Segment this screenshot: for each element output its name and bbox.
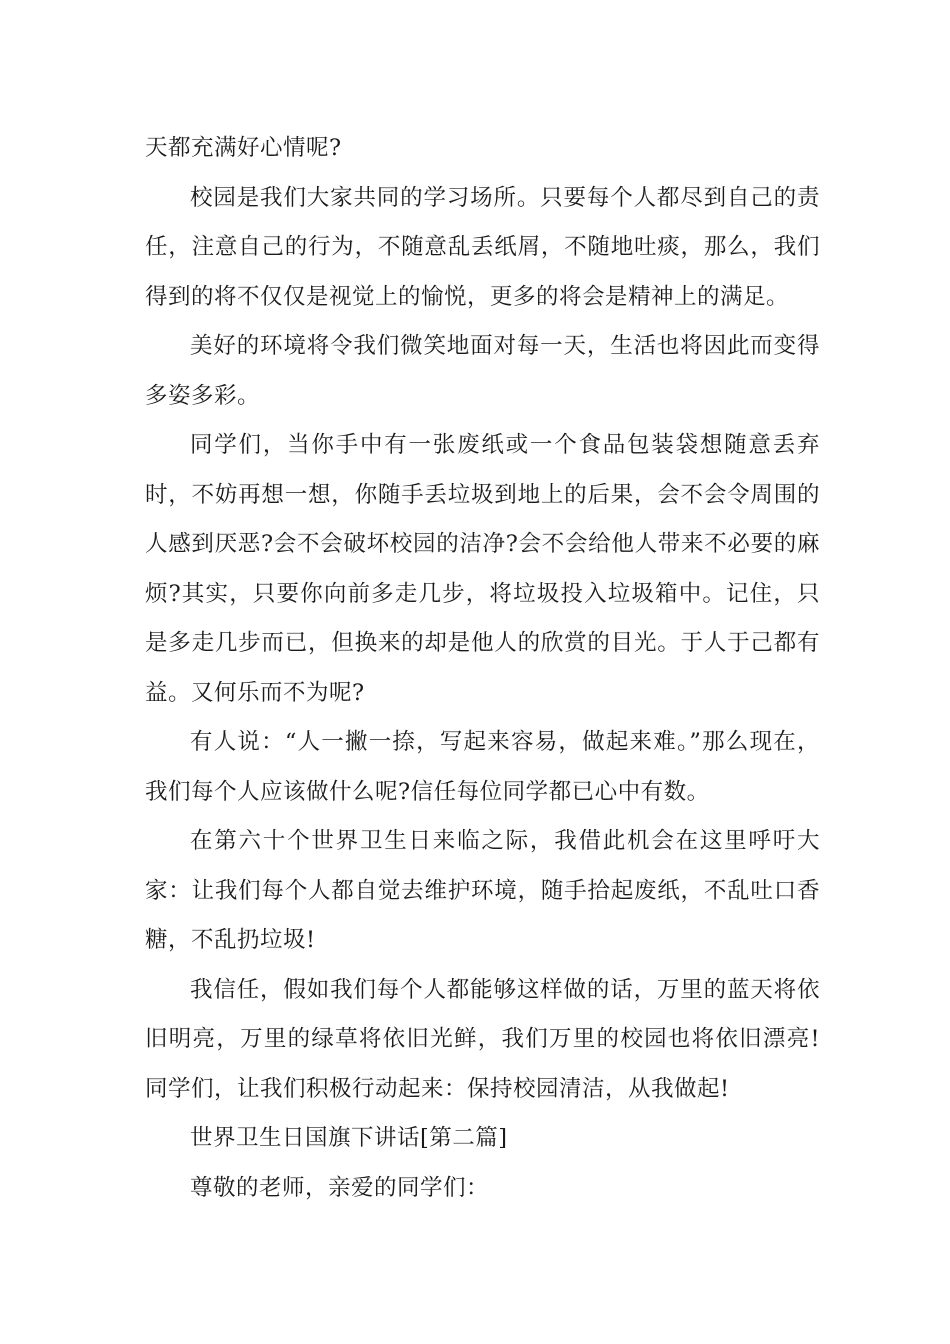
paragraph-littering-consequences: 同学们，当你手中有一张废纸或一个食品包装袋想随意丢弃时，不妨再想一想，你随手丢垃圾到地上的后果，会不会令周围的人感到厌恶?会不会破坏校园的洁净?会不会给他人带来不必要的麻烦?其实，只要你向前多走几步，将垃圾投入垃圾箱中。记住，只是多走几步而已，但换来的却是他人的欣赏的目光。于人于己都有益。又何乐而不为呢? (145, 432, 820, 706)
paragraph-belief: 我信任，假如我们每个人都能够这样做的话，万里的蓝天将依旧明亮，万里的绿草将依旧光鲜，我们万里的校园也将依旧漂亮!同学们，让我们积极行动起来：保持校园清洁，从我做起! (145, 976, 820, 1102)
paragraph-saying: 有人说：“人一撇一捺，写起来容易，做起来难。”那么现在，我们每个人应该做什么呢?信任每位同学都已心中有数。 (145, 729, 820, 805)
paragraph-appeal: 在第六十个世界卫生日来临之际，我借此机会在这里呼吁大家：让我们每个人都自觉去维护环境，随手拾起废纸，不乱吐口香糖，不乱扔垃圾! (145, 828, 820, 953)
paragraph-continuation: 天都充满好心情呢? (145, 135, 342, 161)
paragraph-good-environment: 美好的环境将令我们微笑地面对每一天，生活也将因此而变得多姿多彩。 (145, 333, 820, 409)
document-body (145, 124, 820, 1213)
section-heading-second-speech: 世界卫生日国旗下讲话[第二篇] (190, 1125, 508, 1151)
paragraph-campus-responsibility: 校园是我们大家共同的学习场所。只要每个人都尽到自己的责任，注意自己的行为，不随意乱丢纸屑，不随地吐痰，那么，我们得到的将不仅仅是视觉上的愉悦，更多的将会是精神上的满足。 (145, 184, 820, 310)
paragraph-salutation: 尊敬的老师，亲爱的同学们： (190, 1174, 490, 1201)
